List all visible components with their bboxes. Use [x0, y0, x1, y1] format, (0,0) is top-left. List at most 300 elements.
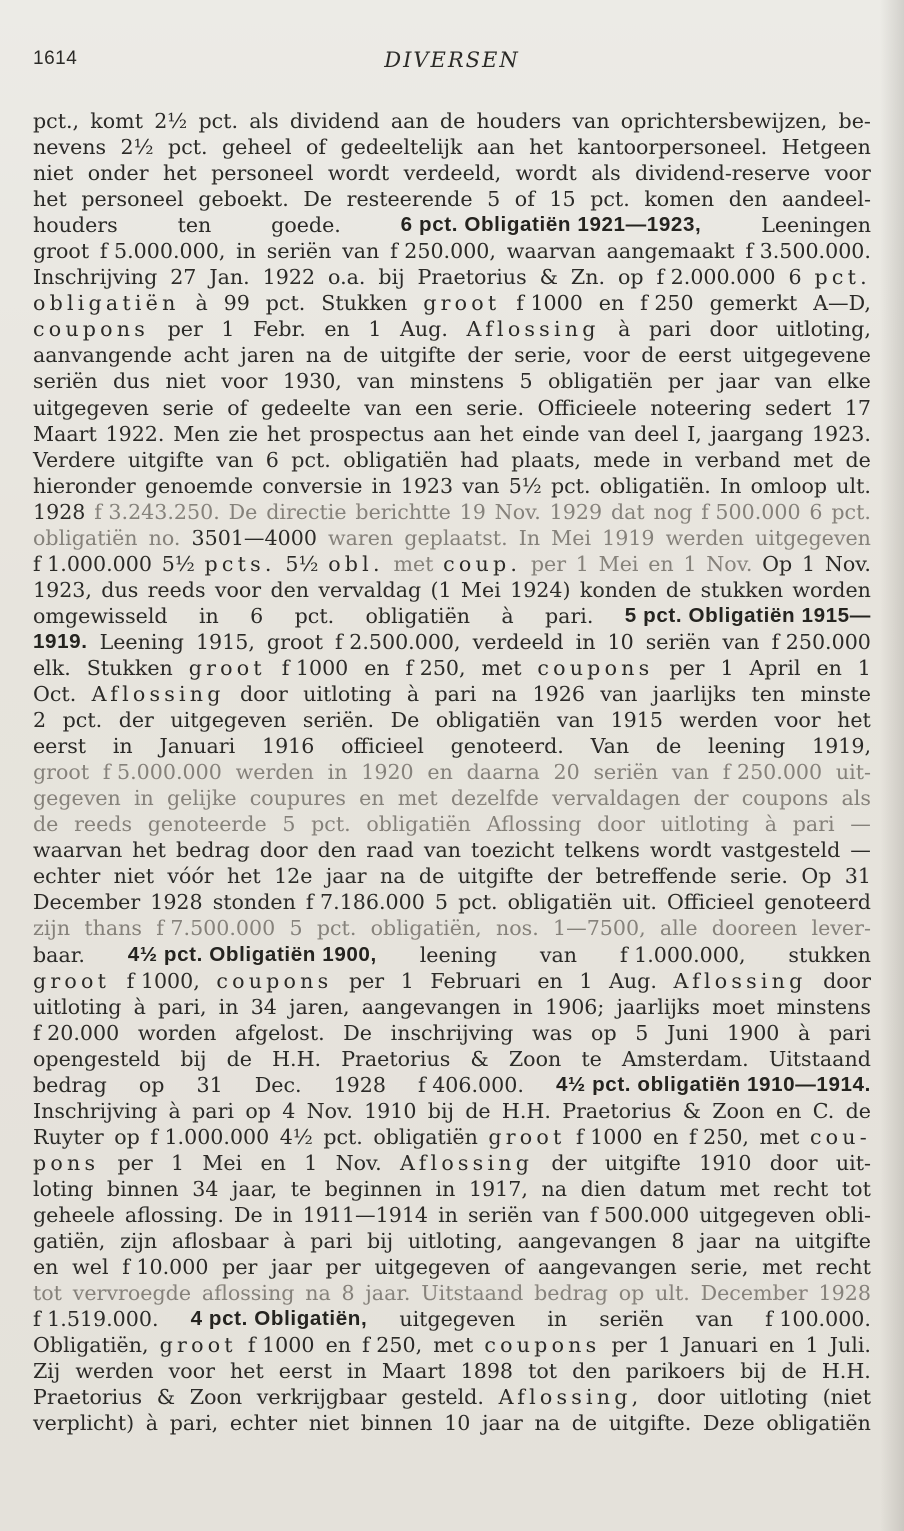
faded-word: reeds [74, 812, 133, 837]
faded-word: directie [266, 499, 347, 524]
word: 1922. [105, 421, 165, 446]
word: obligatiën [373, 1124, 478, 1149]
word: uitloting [303, 682, 392, 707]
word: aflosbaar [171, 1229, 269, 1254]
faded-word: en [359, 786, 385, 811]
faded-word: uit- [835, 760, 871, 785]
word: & [156, 1385, 176, 1410]
word: geheele [33, 1202, 115, 1227]
word: Leeningen [761, 213, 871, 238]
word: aangevangen [517, 1229, 657, 1254]
word: per [167, 317, 203, 342]
word: uitgegeven [699, 1202, 816, 1227]
word: Zij [33, 1359, 61, 1384]
word: na [380, 864, 406, 889]
text-line [33, 134, 871, 160]
faded-word: lever- [811, 916, 871, 941]
text-line [33, 603, 871, 629]
word: raad [366, 838, 414, 863]
word: echter [229, 1411, 298, 1436]
spaced-word: groot [159, 1333, 237, 1358]
spaced-word: coupons [537, 655, 654, 680]
word: à [145, 1411, 159, 1436]
faded-word: uitgegeven [754, 525, 871, 550]
word: per [611, 1333, 647, 1358]
faded-word: waren [328, 525, 394, 550]
body-text [33, 108, 871, 1436]
word: aangevangen [537, 1255, 677, 1280]
faded-word: pct. [311, 812, 351, 837]
section-heading: 6 pct. Obligatiën 1921—1923, [400, 213, 702, 237]
word: resteerende [346, 187, 473, 212]
page-header [33, 48, 871, 78]
faded-word: 1—7500, [553, 916, 646, 941]
word: pct. [168, 135, 208, 160]
word: aangemaakt [606, 239, 735, 264]
word: 1928 [33, 499, 86, 524]
word: aangevangen [361, 994, 501, 1019]
spaced-word: groot [188, 655, 266, 680]
word: oprichtersbewijzen, [620, 109, 828, 133]
word: A—D, [813, 291, 871, 316]
word: 1 [221, 317, 235, 342]
word: der [467, 343, 503, 368]
text-line [33, 1332, 871, 1358]
word: personeel [81, 187, 184, 212]
word: in [512, 994, 533, 1019]
word: 8 [671, 1229, 685, 1254]
faded-word: 1 [683, 551, 697, 576]
word: deel [634, 421, 679, 446]
word: pct. [62, 708, 103, 733]
word: f 1.000.000 [33, 551, 152, 576]
word: 4½ [279, 1124, 313, 1149]
word: waarvan [506, 239, 596, 264]
word: personeel [211, 161, 314, 186]
word: serie, [690, 1255, 749, 1280]
word: leening [708, 734, 786, 759]
word: van [357, 369, 395, 394]
word: 1911—1914 [302, 1202, 429, 1227]
word: 1 [400, 968, 414, 993]
word: genoteerd [764, 890, 871, 915]
word: uitgifte. [608, 1411, 692, 1436]
faded-word: 19 [459, 499, 486, 524]
word: Aug. [400, 317, 448, 342]
word: pari [192, 1098, 235, 1123]
word: met [719, 1176, 760, 1201]
word: minste [800, 682, 871, 707]
faded-word: in [327, 760, 348, 785]
word: minstens [409, 369, 505, 394]
word: groot [33, 239, 90, 264]
word: Deze [702, 1411, 755, 1436]
word: of [514, 187, 535, 212]
word: 1 [720, 655, 734, 680]
word: met [759, 1124, 800, 1149]
word: het [162, 161, 197, 186]
word: Maart [381, 1359, 446, 1384]
word: door [769, 1150, 818, 1175]
word: 27 [170, 265, 197, 290]
faded-word: werden [235, 760, 314, 785]
word: dien [580, 1176, 626, 1201]
faded-word: 20 [553, 760, 580, 785]
faded-word: obligatiën, [370, 916, 482, 941]
faded-word: de [33, 812, 59, 837]
faded-word: in [133, 786, 154, 811]
word: ten [177, 213, 212, 238]
word: officieel [341, 734, 424, 759]
word: de [226, 1046, 252, 1071]
word: reeds [147, 577, 206, 602]
word: mede [593, 447, 651, 472]
faded-word: Aflossing [486, 812, 582, 837]
faded-word: tot [33, 1281, 62, 1306]
word: en [816, 655, 842, 680]
word: verband [695, 447, 781, 472]
word: voor [214, 577, 262, 602]
word: jaarlijks [616, 994, 700, 1019]
word: 1 [857, 655, 871, 680]
word: omloop [750, 473, 828, 498]
faded-word: f 7.500.000 [156, 916, 276, 941]
word: f 1000 [281, 655, 349, 680]
spaced-word: pct. [814, 265, 871, 290]
word: de [845, 1098, 871, 1123]
word: 1922 [262, 265, 316, 290]
word: per [117, 1150, 153, 1175]
word: eerst [678, 343, 732, 368]
word: obligatiën [435, 708, 541, 733]
text-line [33, 655, 871, 681]
word: (niet [822, 1385, 871, 1410]
word: De [343, 1020, 372, 1045]
word: op [138, 1072, 165, 1097]
word: Men [173, 421, 220, 446]
word: uitgegeven [170, 708, 287, 733]
word: voor [583, 343, 630, 368]
word: na [754, 1229, 781, 1254]
word: noteering [650, 395, 752, 420]
word: 1 [170, 1150, 185, 1175]
word: bij [427, 1098, 454, 1123]
word: den [728, 187, 768, 212]
faded-word: 1920 [361, 760, 414, 785]
faded-word: na [305, 1281, 331, 1306]
faded-word: en [648, 551, 674, 576]
faded-word: f 3.243.250. [94, 499, 220, 524]
word: op [114, 1124, 140, 1149]
word: pari, [158, 994, 207, 1019]
word: uitgifte [457, 864, 534, 889]
word: uitgegeven [374, 1255, 491, 1280]
word: jaar [271, 1255, 312, 1280]
word: voor [221, 369, 268, 394]
faded-word: genoteerde [147, 812, 267, 837]
faded-word: Nov. [706, 551, 753, 576]
word: 1928 [150, 890, 203, 915]
faded-word: obligatiën [33, 525, 138, 550]
text-line [33, 942, 871, 968]
word: jaar, [232, 1176, 278, 1201]
word: pari [649, 317, 691, 342]
faded-word: vervaldagen [551, 786, 681, 811]
faded-word: Uitstaand [421, 1281, 524, 1306]
word: obligatiën [548, 369, 653, 394]
word: de [342, 343, 369, 368]
word: dividend [289, 109, 380, 133]
word: 1910 [364, 1098, 417, 1123]
word: in [662, 447, 683, 472]
text-line [33, 1228, 871, 1254]
word: sedert [765, 395, 832, 420]
faded-word: met [397, 786, 438, 811]
word: f 5.000.000, [99, 239, 226, 264]
word: Januari [159, 734, 236, 759]
text-line [33, 108, 871, 134]
word: 34 [250, 994, 277, 1019]
page-number: 1614 [33, 48, 78, 69]
text-line [33, 264, 871, 290]
word: In [719, 473, 742, 498]
word: de [845, 447, 871, 472]
word: uitgifte [127, 447, 204, 472]
faded-word: Mei [551, 525, 592, 550]
faded-word: — [850, 812, 871, 837]
word: jaarlijks [652, 682, 737, 707]
word: waarvan [33, 838, 123, 863]
text-line [33, 759, 871, 785]
word: na [305, 343, 332, 368]
word: jaren [240, 343, 295, 368]
text-line [33, 1410, 871, 1436]
word: per [667, 369, 704, 394]
word: van [462, 473, 500, 498]
word: 5½ [285, 551, 319, 576]
word: en [768, 1333, 795, 1358]
word: Stukken [86, 655, 173, 680]
word: 1 [304, 1150, 318, 1175]
word: uitgifte [379, 343, 456, 368]
text-line [33, 238, 871, 264]
word: 3501—4000 [191, 525, 317, 550]
word: en [33, 1255, 59, 1280]
text-line [33, 1202, 871, 1228]
word: bij [740, 1359, 767, 1384]
word: be- [838, 109, 871, 133]
word: 1923 [400, 473, 454, 498]
word: van [542, 1202, 580, 1227]
word: een [414, 395, 453, 420]
faded-word: pct. [316, 916, 357, 941]
word: C. [812, 1098, 835, 1123]
word: obligatiën. [599, 473, 711, 498]
word: pari [434, 682, 477, 707]
word: f 1000 [516, 291, 583, 316]
word: pct. [458, 890, 498, 915]
text-line [33, 733, 871, 759]
faded-word: pct. [831, 499, 871, 524]
word: wordt [327, 161, 390, 186]
word: bedrag [33, 1072, 107, 1097]
word: plaats, [511, 447, 581, 472]
word: de [641, 343, 667, 368]
word: tot [528, 1359, 558, 1384]
word: Officieel [666, 890, 755, 915]
word: aan [390, 109, 429, 133]
word: binnen [106, 1176, 179, 1201]
word: dividend-reserve [635, 161, 811, 186]
word: met [433, 1333, 474, 1358]
word: I, [687, 421, 702, 446]
word: f 406.000. [418, 1072, 524, 1097]
spaced-word: cou- [809, 1124, 871, 1149]
word: seriën [467, 1202, 533, 1227]
word: 1916 [261, 734, 315, 759]
word: serie [162, 395, 214, 420]
spaced-word: coupons [33, 317, 150, 342]
word: van [722, 629, 760, 654]
text-line [33, 447, 871, 473]
faded-word: seriën [593, 760, 659, 785]
word: bij [366, 1229, 394, 1254]
word: uit- [835, 1150, 871, 1175]
faded-word: thans [84, 916, 142, 941]
text-line [33, 395, 871, 421]
word: 4 [282, 1098, 296, 1123]
word: 17 [844, 395, 871, 420]
word: gedeeltelijk [340, 135, 463, 160]
word: toezicht [471, 838, 555, 863]
word: 10 [444, 1411, 471, 1436]
spaced-word: groot [488, 1124, 566, 1149]
text-line [33, 421, 871, 447]
word: met [481, 655, 522, 680]
text-line [33, 342, 871, 368]
word: te [581, 1046, 602, 1071]
text-line [33, 499, 871, 525]
faded-word: f 250.000 [722, 760, 823, 785]
word: leening [419, 942, 497, 967]
section-heading: 1919. [33, 629, 88, 653]
section-heading: 4½ pct. obligatiën 1910—1914. [555, 1072, 871, 1096]
word: en [653, 1124, 679, 1149]
section-heading: 5 pct. Obligatiën 1915— [624, 603, 871, 627]
spaced-word: groot [33, 968, 111, 993]
word: genoteerd. [450, 734, 564, 759]
faded-word: uitloting [660, 812, 750, 837]
word: Praetorius [562, 1098, 672, 1123]
word: van [342, 239, 380, 264]
word: uitloting, [775, 317, 871, 342]
text-line [33, 915, 871, 941]
word: & [539, 265, 558, 290]
word: aflossing. [124, 1202, 224, 1227]
word: 5 [635, 1020, 649, 1045]
word: te [290, 1176, 312, 1201]
word: worden [137, 1020, 217, 1045]
text-line [33, 1254, 871, 1280]
word: gedeelte [260, 395, 351, 420]
text-line [33, 681, 871, 707]
word: jaren, [289, 994, 350, 1019]
faded-word: 6 [809, 499, 823, 524]
running-title: DIVERSEN [384, 48, 520, 72]
faded-word: jaar. [365, 1281, 411, 1306]
word: recht [773, 1176, 829, 1201]
word: was [531, 1020, 573, 1045]
word: pct. [550, 473, 591, 498]
word: datum [639, 1176, 707, 1201]
word: f 7.186.000 [305, 890, 425, 915]
word: met [762, 1255, 803, 1280]
faded-word: daarna [466, 760, 540, 785]
word: Nov. [306, 1098, 353, 1123]
word: f 1000 [247, 1333, 315, 1358]
word: op [591, 1020, 617, 1045]
word: elk. [33, 655, 71, 680]
text-line [33, 1384, 871, 1410]
word: pct. [323, 1124, 363, 1149]
word: serie. [466, 395, 524, 420]
word: der [118, 708, 154, 733]
word: 99 [223, 291, 250, 316]
word: obligatiën [343, 447, 448, 472]
word: recht [815, 1255, 871, 1280]
faded-word: werden [665, 525, 744, 550]
faded-word: nos. [495, 916, 539, 941]
word: van [774, 369, 812, 394]
faded-word: door [597, 812, 645, 837]
word: op [617, 265, 644, 290]
word: serie. [730, 864, 788, 889]
word: parikoers [625, 1359, 726, 1384]
word: voor [824, 161, 871, 186]
word: van [364, 395, 402, 420]
section-heading: 4½ pct. Obligatiën 1900, [127, 942, 377, 966]
word: uitgegeven [399, 1307, 516, 1332]
word: inschrijving [390, 1020, 514, 1045]
word: f 100.000. [765, 1307, 871, 1332]
word: van [600, 682, 638, 707]
spaced-word: Aflossing, [498, 1385, 643, 1410]
word: verdeeld, [403, 161, 502, 186]
word: einde [522, 421, 580, 446]
word: per [669, 655, 705, 680]
text-line [33, 1280, 871, 1306]
word: in [438, 1202, 458, 1227]
word: obligatiën [365, 603, 471, 628]
word: van [572, 109, 610, 133]
text-line [33, 316, 871, 342]
faded-word: zijn [33, 916, 71, 941]
word: December [33, 890, 141, 915]
word: aan [476, 135, 515, 160]
text-line [33, 1124, 871, 1150]
faded-word: 5 [289, 916, 303, 941]
word: Officieele [537, 395, 637, 420]
word: pari, [169, 1411, 219, 1436]
spaced-word: Aflossing [673, 968, 807, 993]
word: der [551, 1150, 587, 1175]
word: Zn. [570, 265, 606, 290]
faded-word: berichtte [355, 499, 451, 524]
word: obligatiën [507, 890, 613, 915]
faded-word: nog [653, 499, 693, 524]
word: Leening [99, 629, 184, 654]
word: na [541, 1176, 568, 1201]
